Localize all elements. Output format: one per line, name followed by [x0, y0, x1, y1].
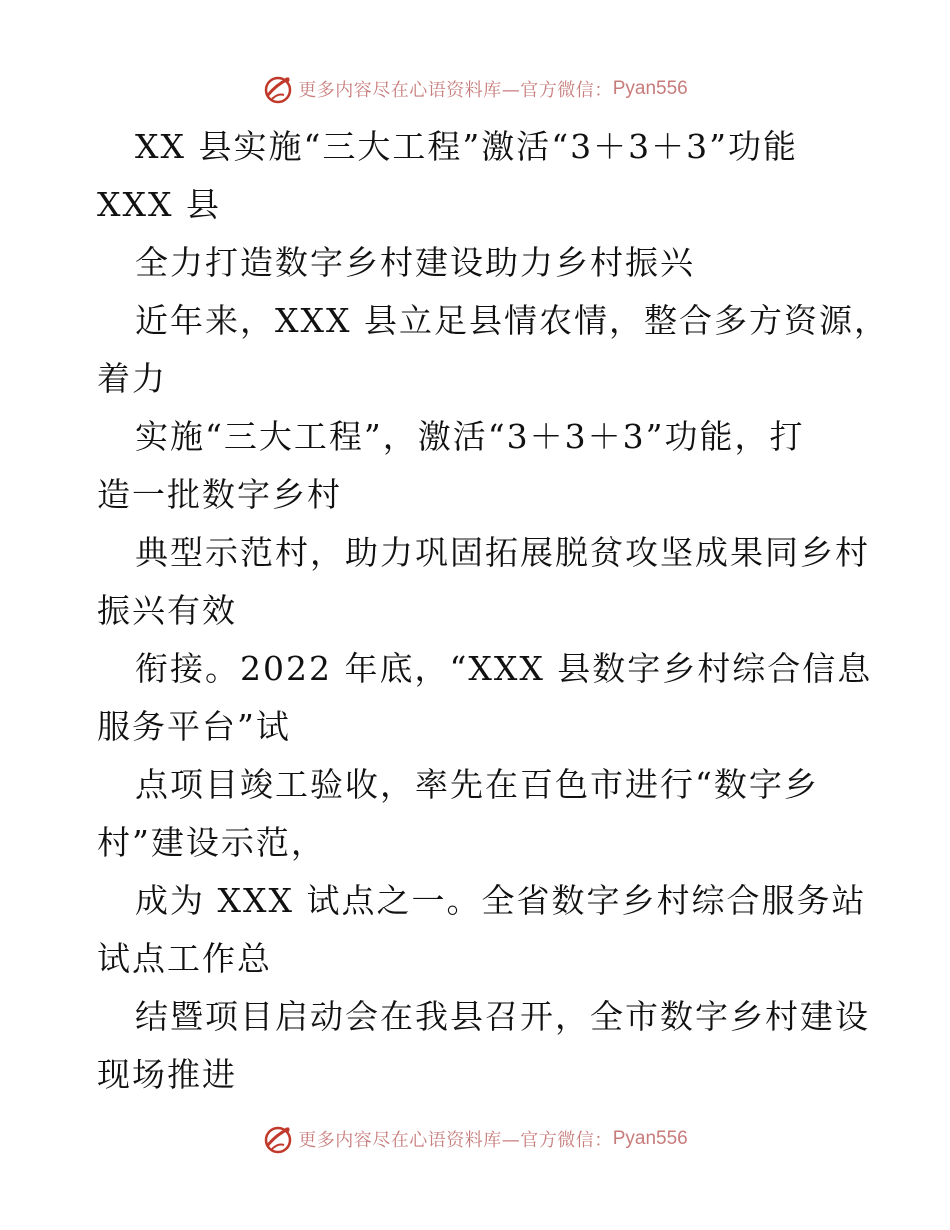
document-body	[97, 118, 889, 1104]
subtitle-line: 全力打造数字乡村建设助力乡村振兴	[135, 243, 695, 282]
title-line: XX 县实施“三大工程”激活“3＋3＋3”功能	[135, 127, 798, 166]
header-banner-text: 更多内容尽在心语资料库—官方微信：	[298, 80, 613, 101]
text-line: 典型示范村，助力巩固拓展脱贫攻坚成果同乡村	[135, 533, 870, 572]
text-line: 造一批数字乡村	[97, 475, 342, 514]
footer-wechat-id: Pyan556	[612, 1128, 688, 1149]
page-footer	[0, 1122, 950, 1156]
header-wechat-id: Pyan556	[612, 78, 688, 99]
text-line: 振兴有效	[97, 591, 237, 630]
text-line: 成为 XXX 试点之一。全省数字乡村综合服务站	[135, 881, 867, 920]
brush-logo-icon	[262, 73, 294, 105]
brush-logo-icon	[262, 1123, 294, 1155]
page-header	[0, 72, 950, 106]
text-line: 村”建设示范，	[97, 823, 326, 862]
text-line: 着力	[97, 359, 167, 398]
header-banner	[262, 72, 688, 106]
text-line: 服务平台”试	[97, 707, 291, 746]
text-line: 结暨项目启动会在我县召开，全市数字乡村建设	[135, 997, 870, 1036]
text-line: 试点工作总	[97, 939, 272, 978]
text-line: XXX 县	[97, 185, 221, 224]
text-line: 点项目竣工验收，率先在百色市进行“数字乡	[135, 765, 819, 804]
text-line: 衔接。2022 年底，“XXX 县数字乡村综合信息	[135, 649, 873, 688]
footer-banner	[262, 1122, 688, 1156]
text-line: 近年来，XXX 县立足县情农情，整合多方资源，	[135, 301, 889, 340]
text-line: 实施“三大工程”，激活“3＋3＋3”功能，打	[135, 417, 805, 456]
footer-banner-text: 更多内容尽在心语资料库—官方微信：	[298, 1130, 613, 1151]
text-line: 现场推进	[97, 1055, 237, 1094]
